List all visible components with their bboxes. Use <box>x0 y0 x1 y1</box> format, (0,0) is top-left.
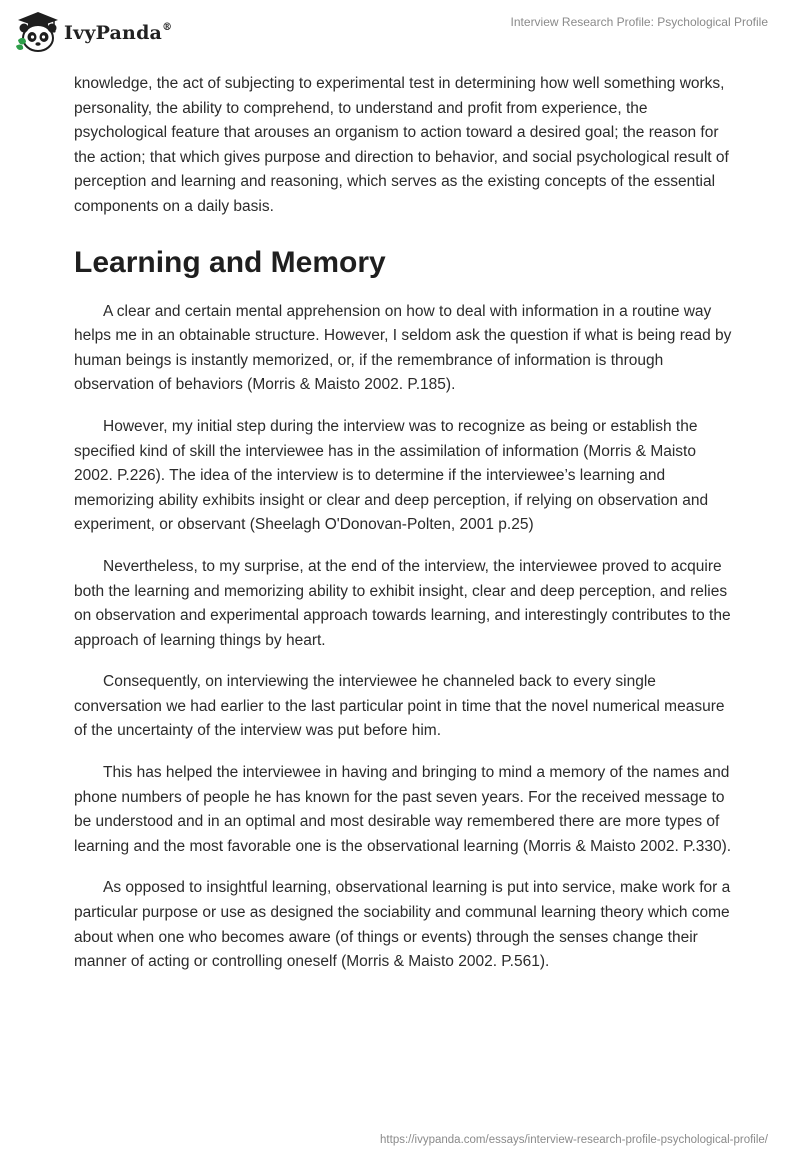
panda-graduate-logo-icon <box>14 10 62 54</box>
essay-content <box>74 72 734 975</box>
brand-name: IvyPanda® <box>64 21 173 44</box>
paragraph: Consequently, on interviewing the interviewee he channeled back to every single conversation we had earlier to the last particular point in time that the novel numerical measure of the uncertainty of the interview was put before him. <box>74 673 725 740</box>
document-title: Interview Research Profile: Psychological Profile <box>510 15 768 29</box>
paragraph: As opposed to insightful learning, observational learning is put into service, make work for a particular purpose or use as designed the sociability and communal learning theory which come about when one who becomes aware (of things or events) through the senses change their manner of acting or controlling oneself (Morris & Maisto 2002. P.561). <box>74 879 731 971</box>
paragraph: Nevertheless, to my surprise, at the end of the interview, the interviewee proved to acquire both the learning and memorizing ability to exhibit insight, clear and deep perception, and relies on observation and experimental approach towards learning, and interestingly contributes to the approach of learning things by heart. <box>74 557 731 649</box>
paragraph: A clear and certain mental apprehension on how to deal with information in a routine way helps me in an obtainable structure. However, I seldom ask the question if what is being read by human beings is instantly memorized, or, if the remembrance of information is through observation of behaviors (Morris & Maisto 2002. P.185). <box>74 302 732 394</box>
paragraph: This has helped the interviewee in having and bringing to mind a memory of the names and phone numbers of people he has known for the past seven years. For the received message to be understood and in an optimal and most desirable way remembered there are more types of learning and the most favorable one is the observational learning (Morris & Maisto 2002. P.330). <box>74 764 732 855</box>
section-heading: Learning and Memory <box>74 245 386 279</box>
paragraph: However, my initial step during the interview was to recognize as being or establish the specified kind of skill the interviewee has in the assimilation of information (Morris & Maisto 2002. P.226). The idea of the interview is to determine if the interviewee’s learning and memorizing ability exhibits insight or clear and deep perception, if relying on observation and experiment, or observant (Sheelagh O'Donovan-Polten, 2001 p.25) <box>74 417 709 534</box>
source-url[interactable]: https://ivypanda.com/essays/interview-research-profile-psychological-profile/ <box>380 1134 768 1146</box>
intro-paragraph: knowledge, the act of subjecting to experimental test in determining how well something works, personality, the ability to comprehend, to understand and profit from experience, the psychological feature that arouses an organism to action toward a desired goal; the reason for the action; that which gives purpose and direction to behavior, and social psychological result of perception and learning and reasoning, which serves as the existing concepts of the essential components on a daily basis. <box>74 75 729 215</box>
page-header <box>0 0 800 66</box>
registered-mark: ® <box>162 21 173 33</box>
ivypanda-logo[interactable] <box>14 10 172 54</box>
